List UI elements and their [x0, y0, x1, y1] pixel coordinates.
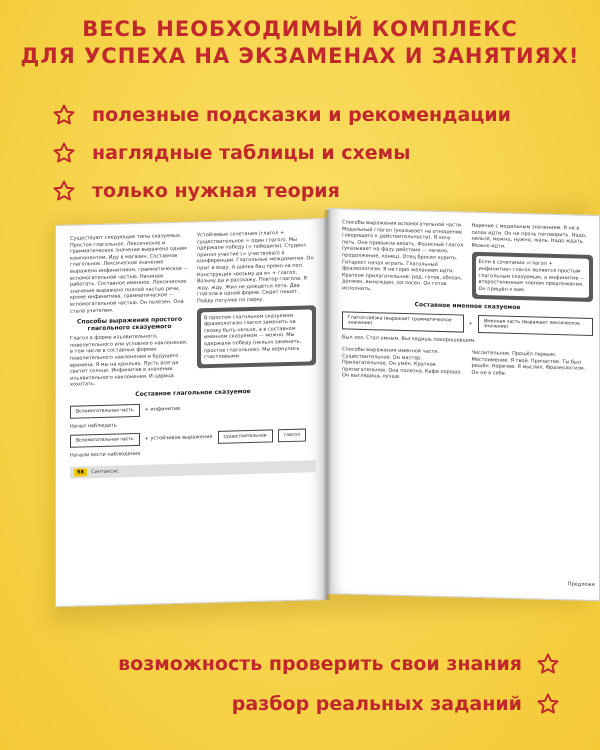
left-section1-title: Способы выражения простого глагольного сказуемого — [77, 315, 182, 333]
left-intro: Существуют следующие типы сказуемых. — [70, 232, 182, 242]
diagram-box-noun: существительное — [218, 429, 273, 443]
benefit-list — [40, 644, 560, 724]
book-spine — [323, 210, 331, 600]
right-col3-text: Способы выражения именной части. Существительное. Он мастер. Прилагательное. Он умён. Краткое прилагательное. Она полезна. Кафе хорошо. Он выглядишь лучше. — [342, 346, 463, 381]
star-outline-icon — [52, 141, 76, 165]
benefit-label: возможность проверить свои знания — [118, 653, 522, 675]
diagram-plus-infinitive: + инфинитив — [144, 406, 181, 414]
right-infobox-text: Если в сочетании «глагол + инфинитив» глагол является простым глагольным сказуемым, а инфинитив — второстепенным членом предложения. Он пришёл к вам. — [476, 256, 590, 298]
right-diagram-example: Был зол. Стал умным. Выглядишь похорошевшим. — [342, 334, 476, 345]
star-outline-icon — [52, 103, 76, 127]
right-col1-text: Способы выражения вспомогательной части. Модальный глагол (указывает на отношение говорящего к действительности). Я хочу петь. Она привыкла вязать. Фазисный глагол (указывает на фазу действия — начало, продолжение, конец). Отец бросил курить. Гитарист начал играть. Глагольный фразеологизм. Я не горю желанием идти. Краткое прилагательное: рад, готов, обязан, должен, вынужден, согласен. Он готов исполнить. — [342, 219, 464, 293]
right-page-corner-label: Предложе — [567, 581, 595, 589]
book-left-page — [55, 218, 327, 607]
diagram-box-linking-verb: Глагол-связка (выражает грамматическое значение) — [342, 312, 464, 333]
right-section-title: Составное именное сказуемое — [414, 301, 521, 312]
headline-line-1: ВЕСЬ НЕОБХОДИМЫЙ КОМПЛЕКС — [82, 17, 518, 41]
book-right-page — [327, 208, 600, 601]
diagram-box-auxiliary-2: Вспомогательная часть — [70, 433, 140, 448]
right-infobox — [472, 252, 594, 302]
right-col4-text: Числительное. Прошёл первым. Местоимение. Я твой. Причастие. Ты был решён. Наречие. Я мыслил. Фразеологизм. Он не в себе. — [471, 349, 586, 377]
headline — [0, 16, 600, 70]
diagram-example-1: Начал наблюдать — [70, 422, 117, 430]
benefit-item — [40, 644, 560, 684]
left-section2-title: Составное глагольное сказуемое — [135, 387, 251, 398]
right-diagram: Глагол-связка (выражает грамматическое значение) + Именная часть (выражает лексическое значение) — [342, 312, 593, 337]
left-col1-text: Простое глагольное. Лексическое и грамматическое значение выражено одним компонентом. Иду в магазин. Составное глагольное. Лексическое значение выражено инфинитивом, грамматическое — вспомогательной частью. Начинаю работать. Составное именное. Лексическое значение выражено полной частью речи, кроме инфинитива, грамматическое — вспомогательной частью. Он полезен. Она стала учителем. — [70, 239, 189, 315]
benefit-label: разбор реальных заданий — [231, 693, 522, 715]
diagram-box-nominal-part: Именная часть (выражает лексическое значение) — [478, 315, 593, 336]
feature-label: полезные подсказки и рекомендации — [92, 104, 511, 126]
left-infobox — [197, 305, 316, 368]
feature-label: только нужная теория — [92, 180, 340, 202]
feature-item — [52, 96, 572, 134]
left-col2-text: Устойчивые сочетания (глагол + существительное = один глагол). Мы одержали победу (= победили). Студент принял участие (= участвовал) в конференции. Глагольные междометия. Он прыг в воду. А шапка бац прямо на пол. Конструкция «возьму да и» + глагол. Возьму да и расскажу. Повтор глагола. Я жду, жду. Жил не дождётся лета. Два глагола в одной форме. Сидит пишет. Пойду погуляю по парку. — [197, 230, 314, 305]
feature-label: наглядные таблицы и схемы — [92, 142, 411, 164]
benefit-item — [40, 684, 560, 724]
page-number: 58 — [74, 468, 87, 476]
diagram-example-2: Начали вести наблюдения — [70, 450, 141, 459]
star-outline-icon — [536, 692, 560, 716]
diagram-plus-expression: + устойчивое выражение — [144, 434, 213, 443]
page-footer-label: Синтаксис — [90, 468, 119, 476]
diagram-box-auxiliary: Вспомогательная часть — [70, 404, 140, 419]
left-infobox-text: В простом глагольном сказуемом фразеологизм глагол заменить на связку быть нельзя, а в составном именном сказуемом — можно. Мы одержали победу (нельзя заменить, простое глагольное). Мы вернулись счастливыми. — [201, 309, 312, 364]
right-col2-text: Наречие с модальным значением. Я не в силах идти. Он не прочь поговорить. Надо, нельзя, можно, нужно, жаль. Надо ждать. Можно идти. — [471, 222, 587, 250]
feature-item — [52, 134, 572, 172]
feature-list — [52, 96, 572, 210]
feature-item — [52, 172, 572, 210]
left-diagram — [70, 399, 316, 458]
star-outline-icon — [536, 652, 560, 676]
headline-line-2: ДЛЯ УСПЕХА НА ЭКЗАМЕНАХ И ЗАНЯТИЯХ! — [20, 44, 580, 68]
left-page-footer — [70, 460, 316, 478]
star-outline-icon — [52, 179, 76, 203]
open-book — [55, 208, 600, 600]
diagram-box-verb: глагол — [278, 428, 306, 442]
left-col1-text2: Глагол в форме изъявительного, повелительного или условного наклонения, в том числе в составных формах повелительного наклонения и будущего времени. Я мы на крыльях. Пусть всегда светит солнце. Инфинитив в значении изъявительного наклонения. И царица хохотать. — [70, 333, 188, 389]
